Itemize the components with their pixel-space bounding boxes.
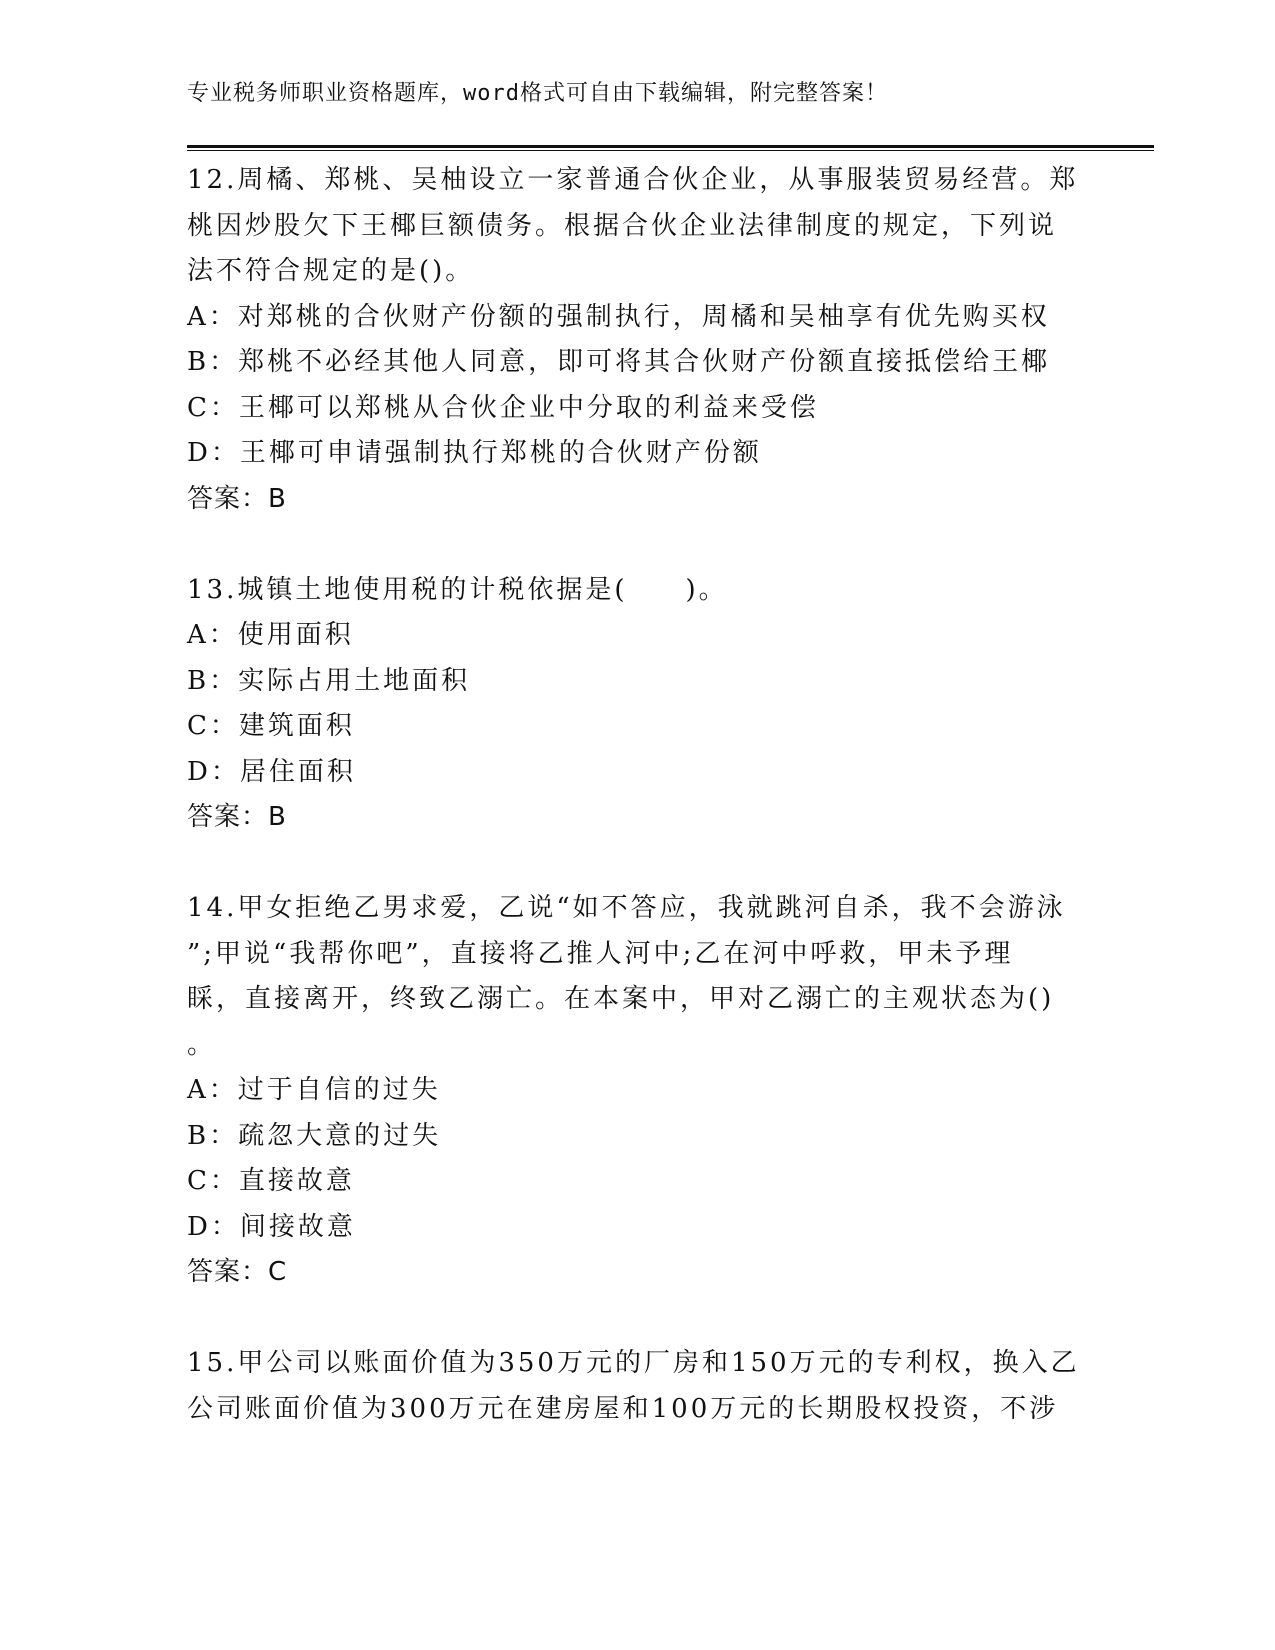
question-15-stem-line-1: 15.甲公司以账面价值为350万元的厂房和150万元的专利权，换入乙 <box>187 1348 1080 1378</box>
question-12-answer: 答案：B <box>187 483 287 514</box>
page-header: 专业税务师职业资格题库，word格式可自由下载编辑，附完整答案！ <box>187 81 888 106</box>
question-12-option-d: D：王椰可申请强制执行郑桃的合伙财产份额 <box>187 438 762 468</box>
question-12-option-a: A：对郑桃的合伙财产份额的强制执行，周橘和吴柚享有优先购买权 <box>187 301 1050 332</box>
question-14-answer: 答案：C <box>187 1257 288 1287</box>
question-13-stem-line-1: 13.城镇土地使用税的计税依据是( )。 <box>187 574 728 605</box>
question-12-stem-line-3: 法不符合规定的是()。 <box>187 256 475 286</box>
question-14-stem-line-3: 睬，直接离开，终致乙溺亡。在本案中，甲对乙溺亡的主观状态为() <box>187 984 1055 1014</box>
question-spacer <box>187 1296 1087 1342</box>
question-14-option-a: A：过于自信的过失 <box>187 1075 441 1105</box>
header-rule-thin <box>187 150 1154 151</box>
question-14 <box>187 886 1087 1296</box>
question-12-stem-line-1: 12.周橘、郑桃、吴柚设立一家普通合伙企业，从事服装贸易经营。郑 <box>187 165 1079 195</box>
header-rule-thick <box>187 145 1154 148</box>
question-13-option-c: C：建筑面积 <box>187 711 355 741</box>
question-14-option-d: D：间接故意 <box>187 1211 356 1242</box>
question-spacer <box>187 841 1087 887</box>
question-12-option-b: B：郑桃不必经其他人同意，即可将其合伙财产份额直接抵偿给王椰 <box>187 347 1051 377</box>
question-list <box>187 158 1087 1432</box>
question-12-option-c: C：王椰可以郑桃从合伙企业中分取的利益来受偿 <box>187 392 819 423</box>
question-13-option-a: A：使用面积 <box>187 620 354 650</box>
question-15-stem-line-2: 公司账面价值为300万元在建房屋和100万元的长期股权投资，不涉 <box>187 1393 1059 1424</box>
question-13 <box>187 568 1087 841</box>
question-13-option-d: D：居住面积 <box>187 756 356 787</box>
question-14-option-b: B：疏忽大意的过失 <box>187 1120 442 1151</box>
question-14-stem-line-2: ”;甲说“我帮你吧”，直接将乙推人河中;乙在河中呼救，甲未予理 <box>187 938 1014 969</box>
question-13-answer: 答案：B <box>187 802 287 832</box>
question-15 <box>187 1341 1087 1432</box>
question-14-option-c: C：直接故意 <box>187 1166 355 1196</box>
question-12 <box>187 158 1087 522</box>
question-12-stem-line-2: 桃因炒股欠下王椰巨额债务。根据合伙企业法律制度的规定，下列说 <box>187 210 1058 241</box>
question-spacer <box>187 522 1087 568</box>
question-14-stem-line-1: 14.甲女拒绝乙男求爱，乙说“如不答应，我就跳河自杀，我不会游泳 <box>187 893 1066 923</box>
question-13-option-b: B：实际占用土地面积 <box>187 665 471 696</box>
question-14-stem-line-4: 。 <box>187 1029 217 1060</box>
